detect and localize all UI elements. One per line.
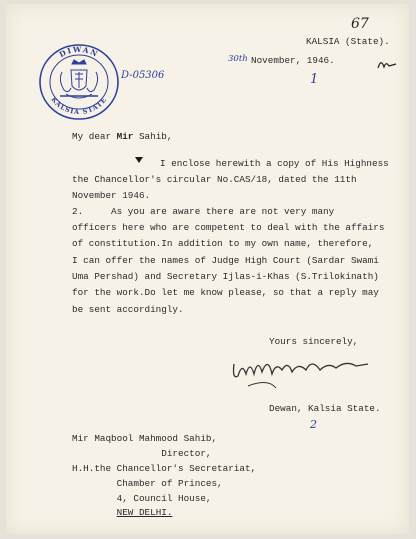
para2-line-3: of constitution.In addition to my own name, therefore, <box>72 238 374 249</box>
margin-bullet-mark <box>135 157 143 163</box>
para2-line-7: be sent accordingly. <box>72 304 184 315</box>
para2-line-5: Uma Pershad) and Secretary Ijlas-i-Khas (S.Trilokinath) <box>72 271 379 282</box>
letter-sheet <box>6 4 409 534</box>
date-superscript-note: 30th <box>228 54 248 64</box>
diwan-kalsia-seal <box>38 42 120 122</box>
initial-scribble <box>376 58 398 77</box>
margin-mark-1: 1 <box>310 72 319 87</box>
closing: Yours sincerely, <box>269 336 359 347</box>
reference-number-note: D-05306 <box>121 70 165 81</box>
salutation: My dear Mir Sahib, <box>72 131 173 142</box>
addressee-city-line <box>72 507 172 519</box>
header-place: KALSIA (State). <box>306 36 390 47</box>
signature-title: Dewan, Kalsia State. <box>269 403 381 414</box>
addressee-city: NEW DELHI. <box>116 507 173 518</box>
para1-line-1: I enclose herewith a copy of His Highness <box>160 158 389 169</box>
para2-line-4: I can offer the names of Judge High Court (Sardar Swami <box>72 255 379 266</box>
para1-line-2: the Chancellor's circular No.CAS/18, dated the 11th <box>72 174 357 185</box>
addressee-line-1: Mir Maqbool Mahmood Sahib, <box>72 433 218 444</box>
addressee-line-3: H.H.the Chancellor's Secretariat, <box>72 463 257 474</box>
seal-bottom-text: KALSIA STATE <box>49 95 109 117</box>
addressee-line-4: Chamber of Princes, <box>72 478 223 489</box>
addressee-line-2: Director, <box>72 448 212 459</box>
para2-line-1: 2. As you are aware there are not very many <box>72 206 335 217</box>
seal-top-text: DIWAN <box>57 44 101 60</box>
para2-line-2: officers here who are competent to deal with the affairs <box>72 222 385 233</box>
page-number-note: 67 <box>351 16 369 32</box>
signature <box>228 352 378 397</box>
para1-line-3: November 1946. <box>72 190 151 201</box>
addressee-line-5: 4, Council House, <box>72 493 212 504</box>
margin-mark-2: 2 <box>310 418 317 431</box>
para2-line-6: for the work.Do let me know please, so that a reply may <box>72 287 379 298</box>
header-date: November, 1946. <box>251 55 335 66</box>
